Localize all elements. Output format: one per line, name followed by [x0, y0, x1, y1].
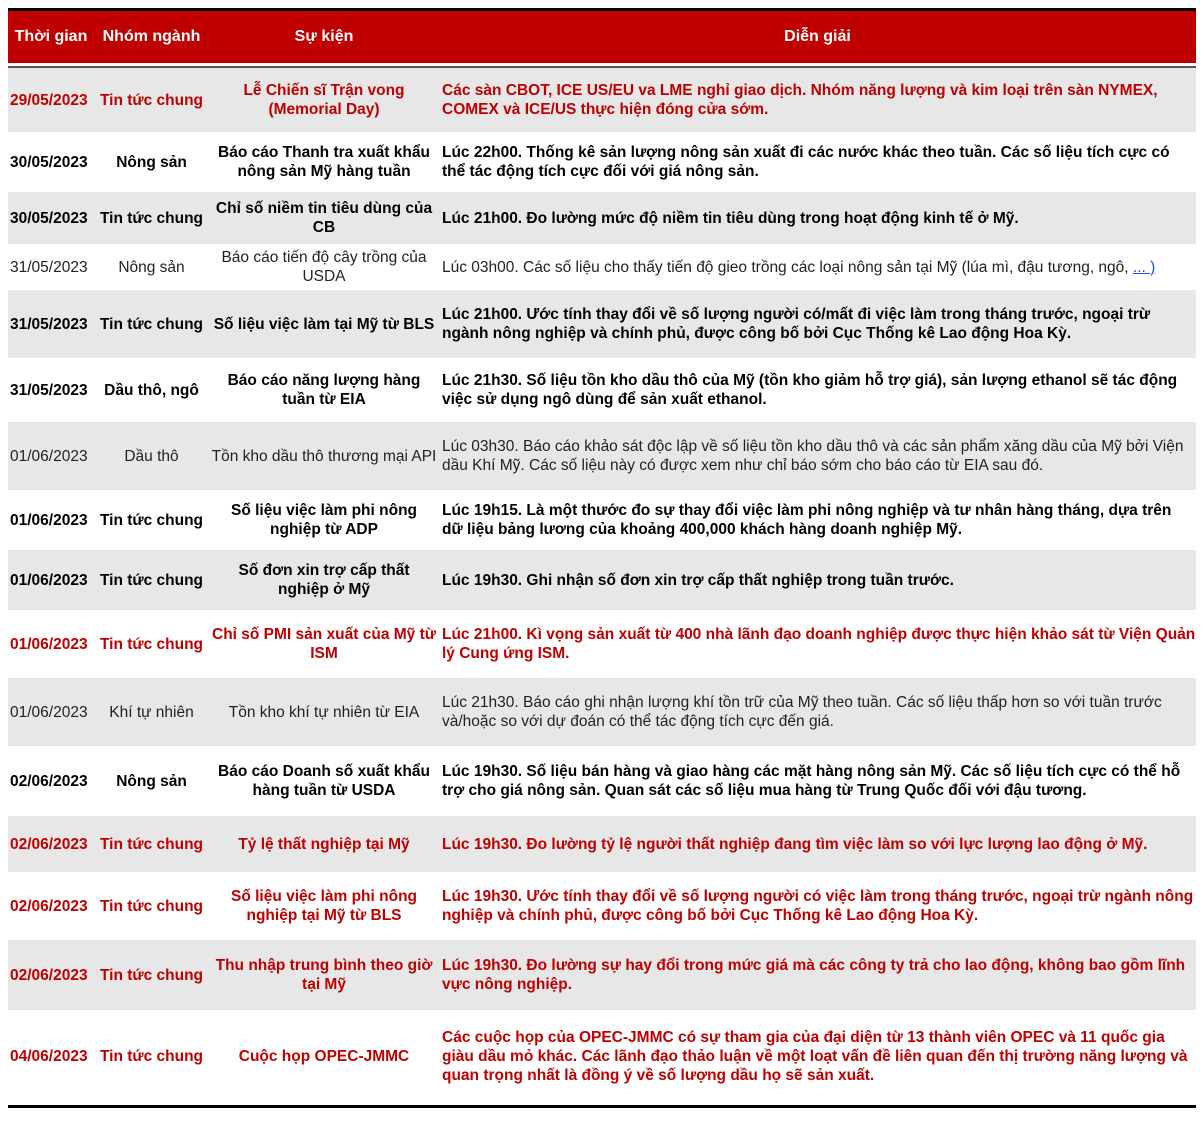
row-event: Số đơn xin trợ cấp thất nghiệp ở Mỹ [238, 562, 410, 598]
row-group: Nông sản [116, 772, 187, 790]
more-link[interactable]: ... ) [1132, 258, 1156, 276]
row-group: Tin tức chung [99, 571, 204, 589]
row-description-text: Lúc 21h00. Ước tính thay đổi về số lượng người có/mất đi việc làm trong tháng trước, ngoại trừ ngành nông nghiệp và chính phủ, được công bố bởi Cục Thống kê Lao động Hoa Kỳ. [442, 306, 1151, 342]
row-event: Báo cáo tiến độ cây trồng của USDA [221, 249, 427, 285]
row-description-text: Lúc 21h30. Số liệu tồn kho dầu thô của Mỹ (tồn kho giảm hỗ trợ giá), sản lượng ethanol sẽ tác động việc sử dụng ngô dùng để sản xuất ethanol. [442, 372, 1178, 408]
row-group: Tin tức chung [99, 315, 204, 333]
bottom-rule [8, 1105, 1196, 1108]
table-header [8, 11, 1196, 63]
row-description [439, 571, 1196, 590]
row-description-text: Lúc 21h00. Đo lường mức độ niềm tin tiêu dùng trong hoạt động kinh tế ở Mỹ. [442, 209, 1019, 227]
row-description-text: Các sàn CBOT, ICE US/EU va LME nghỉ giao dịch. Nhóm năng lượng và kim loại trên sàn NYMEX, COMEX và ICE/US thực hiện đóng cửa sớm. [442, 82, 1158, 118]
row-description-text: Lúc 19h30. Đo lường sự hay đổi trong mức giá mà các công ty trả cho lao động, không bao gồm lĩnh vực nông nghiệp. [442, 957, 1186, 993]
row-group: Nông sản [116, 153, 187, 171]
row-group: Tin tức chung [99, 635, 204, 653]
row-description [439, 762, 1196, 800]
table-row [8, 872, 1196, 940]
row-description [439, 143, 1196, 181]
row-description [439, 437, 1196, 475]
row-date: 01/06/2023 [10, 571, 88, 589]
row-group: Tin tức chung [99, 511, 204, 529]
table-row [8, 244, 1196, 290]
row-description [439, 258, 1196, 277]
row-description-text: Lúc 19h30. Số liệu bán hàng và giao hàng các mặt hàng nông sản Mỹ. Các số liệu tích cực có thể hỗ trợ cho giá nông sản. Quan sát các số liệu mua hàng từ Trung Quốc đối với đậu tương. [442, 763, 1181, 799]
row-description [439, 81, 1196, 119]
table-row [8, 192, 1196, 244]
table-row [8, 678, 1196, 746]
row-group: Dầu thô, ngô [104, 381, 199, 399]
row-event: Số liệu việc làm phi nông nghiệp tại Mỹ từ BLS [230, 888, 418, 924]
row-description [439, 209, 1196, 228]
row-event: Thu nhập trung bình theo giờ tại Mỹ [215, 957, 433, 993]
row-description [439, 501, 1196, 539]
row-event: Tồn kho dầu thô thương mại API [211, 447, 437, 465]
row-group: Tin tức chung [99, 966, 204, 984]
table-row [8, 550, 1196, 610]
row-date: 01/06/2023 [10, 511, 88, 529]
row-event: Báo cáo năng lượng hàng tuần từ EIA [227, 372, 421, 408]
row-event: Chỉ số niềm tin tiêu dùng của CB [215, 200, 433, 236]
row-date: 02/06/2023 [10, 897, 88, 915]
row-date: 02/06/2023 [10, 772, 88, 790]
row-date: 01/06/2023 [10, 447, 88, 465]
row-event: Tỷ lệ thất nghiệp tại Mỹ [238, 835, 410, 853]
table-row [8, 68, 1196, 132]
header-time: Thời gian [14, 28, 88, 45]
row-description [439, 887, 1196, 925]
table-row [8, 1010, 1196, 1102]
row-description-text: Lúc 03h00. Các số liệu cho thấy tiến độ gieo trồng các loại nông sản tại Mỹ (lúa mì, đậu tương, ngô, [442, 258, 1133, 276]
table-row [8, 290, 1196, 358]
header-description: Diễn giải [784, 28, 851, 45]
row-event: Số liệu việc làm phi nông nghiệp từ ADP [230, 502, 418, 538]
row-date: 30/05/2023 [10, 153, 88, 171]
row-description-text: Lúc 21h30. Báo cáo ghi nhận lượng khí tồn trữ của Mỹ theo tuần. Các số liệu thấp hơn so với tuần trước và/hoặc so với dự đoán có thể tác động tích cực đến giá. [442, 694, 1162, 730]
row-group: Tin tức chung [99, 835, 204, 853]
header-event: Sự kiện [294, 28, 354, 45]
table-row [8, 490, 1196, 550]
row-date: 01/06/2023 [10, 635, 88, 653]
row-date: 31/05/2023 [10, 258, 88, 276]
row-date: 02/06/2023 [10, 835, 88, 853]
row-group: Tin tức chung [99, 897, 204, 915]
row-description [439, 835, 1196, 854]
row-date: 30/05/2023 [10, 209, 88, 227]
row-event: Báo cáo Doanh số xuất khẩu hàng tuần từ USDA [218, 763, 430, 799]
table-row [8, 940, 1196, 1010]
calendar-table [8, 8, 1196, 1108]
table-row [8, 816, 1196, 872]
row-description-text: Lúc 19h30. Ước tính thay đổi về số lượng người có việc làm trong tháng trước, ngoại trừ ngành nông nghiệp và chính phủ, được công bố bởi Cục Thống kê Lao động Hoa Kỳ. [442, 888, 1194, 924]
row-description [439, 305, 1196, 343]
row-group: Khí tự nhiên [109, 703, 194, 721]
row-event: Cuộc họp OPEC-JMMC [238, 1047, 410, 1065]
table-body [8, 68, 1196, 1102]
row-description-text: Lúc 03h30. Báo cáo khảo sát độc lập về số liệu tồn kho dầu thô và các sản phẩm xăng dầu của Mỹ bởi Viện dầu Khí Mỹ. Các số liệu này có được xem như chỉ báo sớm cho báo cáo từ EIA sau đó. [442, 438, 1184, 474]
row-description-text: Lúc 19h30. Ghi nhận số đơn xin trợ cấp thất nghiệp trong tuần trước. [442, 571, 954, 589]
row-date: 29/05/2023 [10, 91, 88, 109]
row-event: Tồn kho khí tự nhiên từ EIA [228, 703, 420, 721]
row-description-text: Lúc 19h30. Đo lường tỷ lệ người thất nghiệp đang tìm việc làm so với lực lượng lao động ở Mỹ. [442, 835, 1148, 853]
row-event: Số liệu việc làm tại Mỹ từ BLS [213, 315, 435, 333]
row-group: Dầu thô [124, 447, 179, 465]
row-description-text: Các cuộc họp của OPEC-JMMC có sự tham gia của đại diện từ 13 thành viên OPEC và 11 quốc gia giàu dầu mỏ khác. Các lãnh đạo thảo luận về một loạt vấn đề liên quan đến thị trường năng lượng và quan trọng nhất là đồng ý về số lượng dầu họ sẽ sản xuất. [442, 1028, 1188, 1084]
row-description-text: Lúc 19h15. Là một thước đo sự thay đổi việc làm phi nông nghiệp và tư nhân hàng tháng, dựa trên dữ liệu bảng lương của khoảng 400,000 khách hàng doanh nghiệp Mỹ. [442, 502, 1172, 538]
row-date: 02/06/2023 [10, 966, 88, 984]
row-event: Chỉ số PMI sản xuất của Mỹ từ ISM [212, 626, 436, 662]
row-description-text: Lúc 21h00. Kì vọng sản xuất từ 400 nhà lãnh đạo doanh nghiệp được thực hiện khảo sát từ Viện Quản lý Cung ứng ISM. [442, 626, 1196, 662]
row-group: Tin tức chung [99, 91, 204, 109]
row-event: Lễ Chiến sĩ Trận vong (Memorial Day) [243, 82, 405, 118]
table-row [8, 358, 1196, 422]
header-group: Nhóm ngành [102, 28, 201, 45]
row-group: Tin tức chung [99, 1047, 204, 1065]
row-event: Báo cáo Thanh tra xuất khẩu nông sản Mỹ hàng tuần [218, 144, 430, 180]
table-row [8, 422, 1196, 490]
table-row [8, 132, 1196, 192]
table-row [8, 610, 1196, 678]
row-description [439, 1028, 1196, 1085]
row-description [439, 693, 1196, 731]
table-row [8, 746, 1196, 816]
row-description [439, 625, 1196, 663]
row-group: Tin tức chung [99, 209, 204, 227]
row-description [439, 956, 1196, 994]
row-date: 31/05/2023 [10, 315, 88, 333]
row-date: 01/06/2023 [10, 703, 88, 721]
row-date: 31/05/2023 [10, 381, 88, 399]
row-date: 04/06/2023 [10, 1047, 88, 1065]
row-description [439, 371, 1196, 409]
row-group: Nông sản [118, 258, 185, 276]
row-description-text: Lúc 22h00. Thống kê sản lượng nông sản xuất đi các nước khác theo tuần. Các số liệu tích cực có thể tác động tích cực đối với giá nông sản. [442, 144, 1170, 180]
